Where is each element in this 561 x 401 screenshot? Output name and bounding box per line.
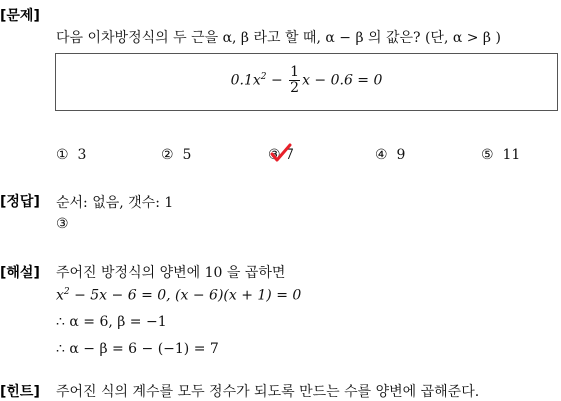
checkmark-icon	[270, 143, 292, 163]
question-label: [문제]	[0, 8, 40, 24]
choice-1-mark: ①	[56, 147, 69, 163]
answer-label: [정답]	[0, 194, 40, 210]
choice-2-mark: ②	[161, 147, 174, 163]
fraction-numerator: 1	[290, 64, 300, 80]
explanation-line-4: ∴ α − β = 6 − (−1) = 7	[56, 341, 219, 357]
explanation-line-2	[56, 287, 301, 304]
equation-left: 0.1x	[230, 72, 261, 89]
hint-text: 주어진 식의 계수를 모두 정수가 되도록 만드는 수를 양변에 곱해준다.	[56, 384, 480, 400]
answer-choice: ③	[56, 216, 69, 232]
explanation-line-2-exp: 2	[63, 287, 70, 297]
question-text: 다음 이차방정식의 두 근을 α, β 라고 할 때, α − β 의 값은? (단, α > β )	[56, 30, 501, 46]
explanation-line-2-b: − 5x − 6 = 0, (x − 6)(x + 1) = 0	[69, 287, 302, 304]
explanation-label: [해설]	[0, 265, 40, 281]
choice-3-value: 7	[285, 147, 294, 163]
choice-1-value: 3	[77, 147, 87, 163]
choice-4[interactable]	[375, 147, 405, 163]
choice-2-value: 5	[182, 147, 192, 163]
fraction-denominator: 2	[290, 80, 300, 96]
choice-1[interactable]	[56, 147, 86, 163]
choice-5[interactable]	[481, 147, 520, 163]
equation-exponent: 2	[260, 71, 267, 82]
equation-box	[55, 53, 558, 111]
equation-fraction	[289, 65, 300, 96]
equation	[56, 65, 557, 96]
choice-3-mark: ③	[268, 147, 281, 163]
hint-label: [힌트]	[0, 384, 40, 400]
choice-2[interactable]	[161, 147, 191, 163]
explanation-line-1: 주어진 방정식의 양변에 10 을 곱하면	[56, 265, 286, 281]
equation-right: x − 0.6 = 0	[302, 72, 383, 89]
explanation-line-2-a: x	[56, 287, 64, 304]
answer-info: 순서: 없음, 갯수: 1	[56, 195, 174, 211]
equation-minus: −	[266, 72, 288, 89]
choice-4-mark: ④	[375, 147, 388, 163]
explanation-line-3: ∴ α = 6, β = −1	[56, 314, 167, 330]
choice-5-value: 11	[502, 147, 521, 163]
choice-4-value: 9	[396, 147, 406, 163]
choice-5-mark: ⑤	[481, 147, 494, 163]
